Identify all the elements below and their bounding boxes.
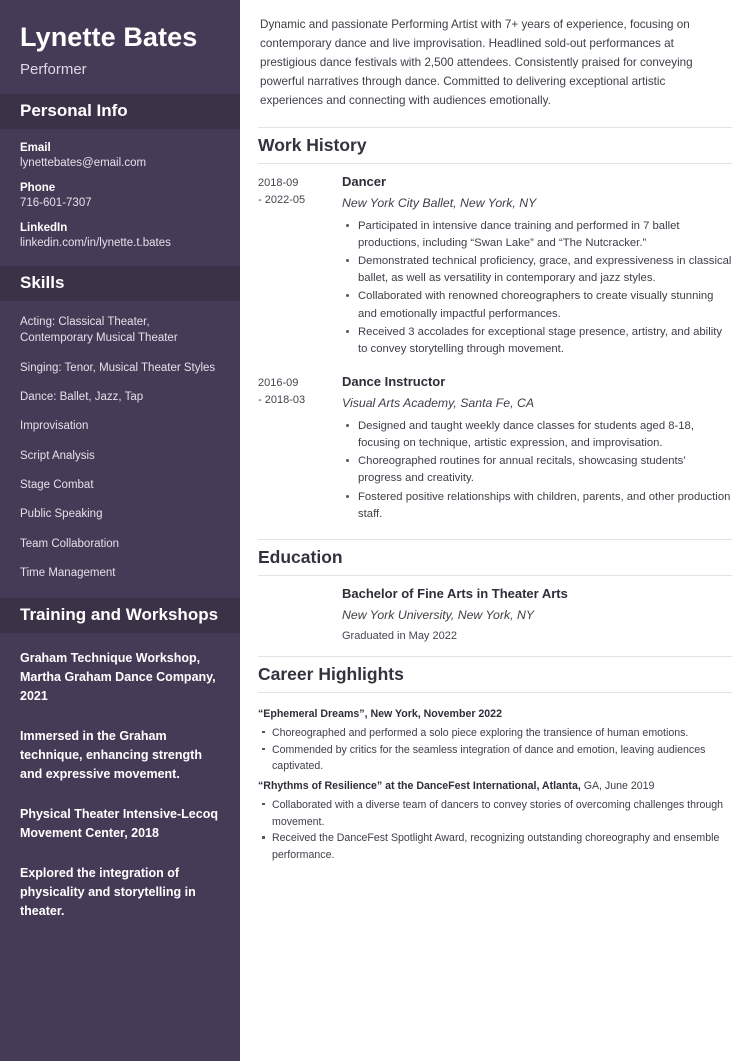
education-note: Graduated in May 2022 — [342, 629, 457, 642]
education-entry — [342, 586, 732, 642]
personal-info-list — [0, 129, 240, 266]
skill-item: Stage Combat — [20, 479, 94, 492]
candidate-name: Lynette Bates — [20, 22, 198, 52]
work-bullet: Collaborated with renowned choreographers to create visually stunning and emotionally impactful performances. — [342, 288, 732, 322]
work-entry — [258, 374, 732, 533]
section-heading-career-highlights: Career Highlights — [258, 656, 732, 693]
contact-item-phone — [20, 182, 220, 209]
contact-label-linkedin: LinkedIn — [20, 222, 68, 235]
sidebar — [0, 0, 240, 1061]
training-block: Physical Theater Intensive-Lecoq Movement Center, 2018 — [20, 807, 218, 841]
training-list — [0, 633, 240, 946]
work-entry-bullets — [342, 218, 732, 358]
contact-value-email[interactable]: lynettebates@email.com — [20, 157, 147, 170]
section-heading-education: Education — [258, 539, 732, 576]
career-highlight-title-bold: “Rhythms of Resilience” at the DanceFest International, Atlanta, — [258, 779, 581, 792]
education-degree: Bachelor of Fine Arts in Theater Arts — [342, 585, 568, 601]
work-entry-date-end: - 2018-03 — [258, 394, 306, 407]
career-highlight-title — [258, 779, 732, 794]
contact-item-linkedin — [20, 222, 220, 249]
work-entry-org: Visual Arts Academy, Santa Fe, CA — [342, 396, 535, 411]
contact-label-email: Email — [20, 142, 51, 155]
work-entry-org: New York City Ballet, New York, NY — [342, 195, 537, 210]
work-entry-body — [342, 174, 732, 368]
work-entry-dates — [258, 174, 342, 368]
training-block: Graham Technique Workshop, Martha Graham Dance Company, 2021 — [20, 651, 216, 704]
candidate-role: Performer — [20, 61, 87, 79]
career-highlight-bullet: Commended by critics for the seamless integration of dance and emotion, leaving audiences captivated. — [258, 742, 732, 775]
career-highlight-title-bold: “Ephemeral Dreams”, New York, November 2022 — [258, 707, 502, 720]
skill-item: Script Analysis — [20, 449, 95, 462]
work-entry-date-start: 2016-09 — [258, 377, 299, 390]
work-entry-body — [342, 374, 732, 533]
skill-item: Acting: Classical Theater, Contemporary Musical Theater — [20, 316, 178, 345]
sidebar-heading-skills: Skills — [0, 266, 240, 301]
identity-block — [0, 0, 240, 94]
work-bullet: Fostered positive relationships with children, parents, and other production staff. — [342, 489, 732, 523]
skill-item: Dance: Ballet, Jazz, Tap — [20, 391, 144, 404]
skills-list — [0, 301, 240, 598]
career-highlight-bullets — [258, 797, 732, 864]
work-entry-date-start: 2018-09 — [258, 176, 299, 189]
work-entry-bullets — [342, 418, 732, 523]
work-entry-title: Dance Instructor — [342, 374, 446, 390]
career-highlight-title-light: GA, June 2019 — [580, 779, 655, 792]
career-highlight-block — [258, 707, 732, 775]
skill-item: Public Speaking — [20, 508, 103, 521]
professional-summary: Dynamic and passionate Performing Artist with 7+ years of experience, focusing on contemporary dance and live improvisation. Headlined sold-out performances at prestigious dance festivals with 2,500 attendees. Consistently praised for conveying powerful narratives through dance. Committed to delivering exceptional artistic experiences and connecting with audiences emotionally. — [260, 18, 693, 107]
sidebar-heading-personal-info: Personal Info — [0, 94, 240, 129]
training-block: Explored the integration of physicality and storytelling in theater. — [20, 866, 196, 919]
career-highlight-block — [258, 779, 732, 864]
skill-item: Team Collaboration — [20, 537, 120, 550]
education-school: New York University, New York, NY — [342, 607, 535, 622]
work-bullet: Choreographed routines for annual recitals, showcasing students’ progress and creativity. — [342, 453, 732, 487]
main-content — [240, 0, 750, 1061]
sidebar-heading-training: Training and Workshops — [0, 598, 240, 633]
work-entry-date-end: - 2022-05 — [258, 193, 306, 206]
contact-value-linkedin[interactable]: linkedin.com/in/lynette.t.bates — [20, 237, 171, 250]
section-heading-work-history: Work History — [258, 127, 732, 164]
skill-item: Improvisation — [20, 420, 89, 433]
career-highlights-list — [258, 707, 732, 864]
career-highlight-title — [258, 707, 732, 722]
skill-item: Singing: Tenor, Musical Theater Styles — [20, 361, 216, 374]
work-bullet: Designed and taught weekly dance classes for students aged 8-18, focusing on technique, artistic expression, and improvisation. — [342, 418, 732, 452]
contact-label-phone: Phone — [20, 182, 56, 195]
career-highlight-bullets — [258, 725, 732, 775]
work-bullet: Demonstrated technical proficiency, grace, and expressiveness in classical ballet, as well as versatility in contemporary and jazz styles. — [342, 253, 732, 287]
skill-item: Time Management — [20, 567, 116, 579]
work-entry-dates — [258, 374, 342, 533]
contact-value-phone[interactable]: 716-601-7307 — [20, 197, 92, 210]
work-entry — [258, 174, 732, 368]
training-block: Immersed in the Graham technique, enhancing strength and expressive movement. — [20, 729, 202, 782]
career-highlight-bullet: Collaborated with a diverse team of dancers to convey stories of overcoming challenges through movement. — [258, 797, 732, 830]
career-highlight-bullet: Choreographed and performed a solo piece exploring the transience of human emotions. — [258, 725, 732, 742]
work-entry-title: Dancer — [342, 173, 387, 189]
contact-item-email — [20, 142, 220, 169]
career-highlight-bullet: Received the DanceFest Spotlight Award, recognizing outstanding choreography and ensemble performance. — [258, 830, 732, 863]
work-bullet: Received 3 accolades for exceptional stage presence, artistry, and ability to convey storytelling through movement. — [342, 324, 732, 358]
work-bullet: Participated in intensive dance training and performed in 7 ballet productions, including “Swan Lake” and “The Nutcracker.” — [342, 218, 732, 252]
